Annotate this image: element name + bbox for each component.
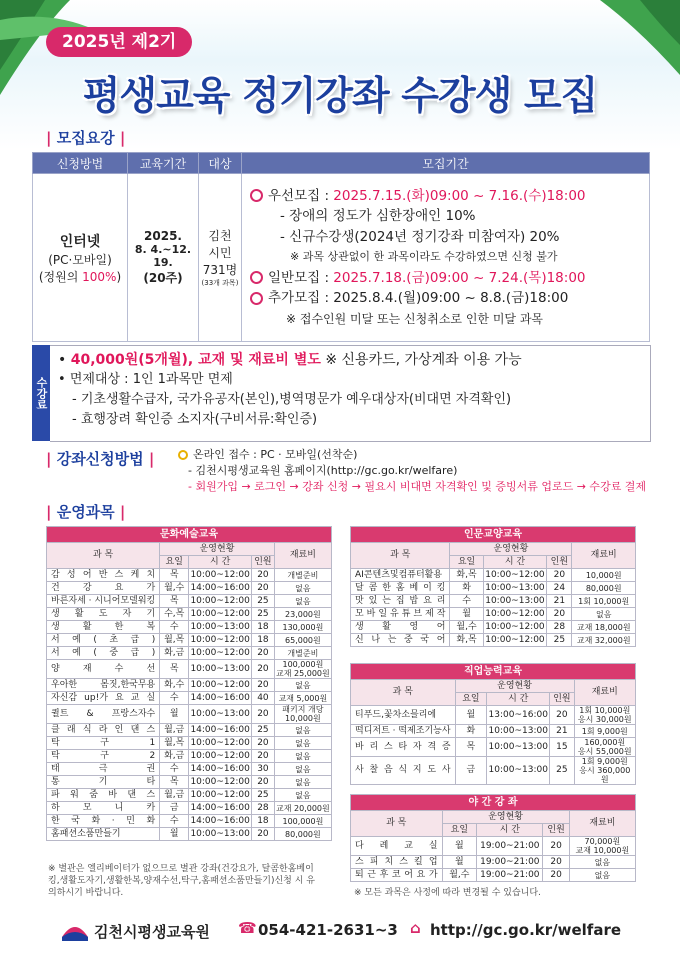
course-fee: 없음 [274, 776, 331, 789]
table-row [47, 815, 332, 828]
course-people: 30 [252, 763, 275, 776]
course-time: 10:00~12:00 [483, 569, 547, 582]
col-people: 인원 [550, 693, 574, 706]
table-row [351, 595, 636, 608]
table-row [47, 679, 332, 692]
course-people: 18 [252, 815, 275, 828]
org-name: 김천시평생교육원 [94, 923, 210, 941]
col-time: 시 간 [189, 556, 252, 569]
table-row [351, 608, 636, 621]
course-people: 28 [252, 802, 275, 815]
course-day: 수 [160, 692, 189, 705]
course-time: 10:00~12:00 [190, 679, 250, 690]
course-day: 목 [455, 738, 487, 757]
col-status: 운영현황 [455, 680, 574, 693]
course-day: 목 [160, 776, 189, 789]
course-fee: 160,000원 응시 55,000원 [574, 738, 635, 757]
phone-icon: ☎ [238, 919, 257, 937]
course-name: 맛 있 는 집 밥 요 리 [351, 595, 450, 608]
course-day: 화,금 [160, 647, 189, 660]
table-row [47, 569, 332, 582]
course-fee: 100,000원 [274, 815, 331, 828]
course-time: 14:00~16:00 [190, 724, 250, 735]
course-name: 한 국 화 · 민 화 [47, 815, 160, 828]
course-time: 10:00~13:00 [483, 595, 547, 608]
course-fee: 100,000원 교재 25,000원 [276, 660, 330, 678]
course-day: 월 [442, 856, 477, 869]
course-fee: 65,000원 [274, 634, 331, 647]
table-row [351, 582, 636, 595]
course-name: 자신감 up!가 요 교 실 [47, 692, 160, 705]
course-name: 스 피 치 스 킬 업 [351, 856, 443, 869]
table-row [351, 706, 636, 725]
course-fee: 130,000원 [274, 621, 331, 634]
home-icon: ⌂ [410, 919, 421, 937]
table-row [47, 763, 332, 776]
course-people: 40 [252, 692, 275, 705]
course-name: 통 기 타 [47, 776, 160, 789]
course-name: 티푸드,꽃차소믈리에 [351, 706, 456, 725]
course-day: 수 [160, 815, 189, 828]
table-humanities [350, 526, 636, 647]
website-link[interactable]: http://gc.go.kr/welfare [430, 921, 622, 939]
table-row [47, 595, 332, 608]
course-day: 화 [455, 725, 487, 738]
table-title: 문화예술교육 [47, 527, 332, 543]
course-fee: 개별준비 [274, 569, 331, 582]
table-title: 인문교양교육 [351, 527, 636, 543]
course-day: 수,목 [160, 608, 189, 621]
section-apply: | 강좌신청방법 | [46, 450, 155, 468]
course-time: 10:00~12:00 [190, 750, 250, 761]
col-fee: 재료비 [572, 543, 636, 569]
course-name: 달 콤 한 홈 베 이 킹 [351, 582, 450, 595]
org-logo-icon [60, 917, 90, 943]
course-day: 월,목 [160, 737, 189, 750]
course-people: 20 [252, 660, 275, 679]
course-name: 클 래 식 라 인 댄 스 [47, 724, 160, 737]
col-time: 시 간 [483, 556, 547, 569]
header-recruit: 모집기간 [242, 153, 650, 174]
course-people: 20 [252, 582, 275, 595]
course-name: 양 재 수 선 [47, 660, 160, 679]
section-courses: | 운영과목 | [46, 503, 126, 521]
course-name: 하 모 니 카 [47, 802, 160, 815]
course-people: 21 [547, 595, 572, 608]
course-people: 25 [252, 724, 275, 737]
phone-number: 054-421-2631~3 [258, 921, 398, 939]
course-day: 월,수 [450, 621, 483, 634]
bullet-icon [178, 450, 188, 460]
course-fee: 없음 [569, 856, 635, 869]
course-time: 10:00~13:00 [189, 705, 252, 724]
course-day: 화,금 [160, 750, 189, 763]
method-cell: 인터넷 (PC·모바일) (정원의 100%) [33, 174, 128, 342]
course-people: 25 [252, 608, 275, 621]
course-fee: 없음 [274, 724, 331, 737]
course-day: 월 [160, 705, 189, 724]
course-fee: 70,000원 교재 10,000원 [569, 837, 635, 856]
course-time: 13:00~16:00 [487, 706, 550, 725]
course-day: 화,목 [450, 634, 483, 647]
col-subject: 과 목 [351, 543, 450, 569]
col-day: 요일 [455, 693, 487, 706]
course-people: 18 [252, 634, 275, 647]
course-fee: 교재 5,000원 [274, 692, 331, 705]
col-people: 인원 [547, 556, 572, 569]
note-change: ※ 모든 과목은 사정에 따라 변경될 수 있습니다. [354, 888, 541, 898]
course-people: 20 [252, 828, 275, 841]
course-time: 10:00~12:00 [190, 789, 250, 800]
course-name: 다 례 교 실 [351, 837, 443, 856]
bullet-icon [250, 292, 263, 305]
col-people: 인원 [543, 824, 569, 837]
course-day: 목 [160, 569, 189, 582]
course-name: 모 바 일 유 튜 브 제 작 [351, 608, 450, 621]
course-day: 수 [160, 621, 189, 634]
course-day: 수 [160, 763, 189, 776]
course-fee: 1회 10,000원 응시 30,000원 [574, 706, 635, 725]
course-people: 20 [252, 750, 275, 763]
course-day: 목 [160, 595, 189, 608]
col-status: 운영현황 [450, 543, 572, 556]
course-time: 14:00~16:00 [190, 692, 250, 703]
course-fee: 없음 [274, 750, 331, 763]
course-people: 20 [252, 737, 275, 750]
table-row [47, 660, 332, 679]
bullet-icon [250, 189, 263, 202]
course-day: 목 [160, 660, 189, 679]
course-name: AI콘텐츠및컴퓨터활용 [351, 569, 450, 582]
course-time: 10:00~13:00 [190, 828, 250, 839]
course-name: 홈패션소품만들기 [47, 828, 160, 841]
course-people: 25 [547, 634, 572, 647]
course-people: 20 [252, 705, 275, 724]
table-row [351, 869, 636, 882]
course-name: 사 찰 음 식 지 도 사 [351, 757, 456, 785]
course-time: 14:00~16:00 [190, 815, 250, 826]
course-people: 20 [252, 776, 275, 789]
course-people: 20 [252, 569, 275, 582]
course-name: 감 성 어 반 스 케 치 [47, 569, 160, 582]
course-people: 25 [252, 789, 275, 802]
header-period: 교육기간 [128, 153, 199, 174]
course-fee: 23,000원 [274, 608, 331, 621]
course-people: 15 [550, 738, 574, 757]
course-people: 20 [543, 837, 569, 856]
course-name: 탁 구 1 [47, 737, 160, 750]
footer [0, 905, 680, 962]
page-title: 평생교육 정기강좌 수강생 모집 [82, 74, 598, 119]
course-day: 월,수 [160, 582, 189, 595]
course-day: 화,수 [160, 679, 189, 692]
course-fee: 교재 18,000원 [572, 621, 636, 634]
col-status: 운영현황 [442, 811, 569, 824]
note-annex: ※ 별관은 엘리베이터가 없으므로 별관 강좌(건강요가, 달콤한홈베이킹,생활도자기,생활한복,양재수선,탁구,홈패션소품만들기)신청 시 유의하시기 바랍니다. [48, 864, 315, 898]
course-day: 금 [455, 757, 487, 785]
table-row [47, 802, 332, 815]
course-name: 생 활 한 복 [47, 621, 160, 634]
table-row [47, 634, 332, 647]
course-day: 월 [455, 706, 487, 725]
col-subject: 과 목 [351, 811, 443, 837]
course-people: 20 [547, 608, 572, 621]
course-people: 20 [252, 647, 275, 660]
fee-text: • 40,000원(5개월), 교재 및 재료비 별도 ※ 신용카드, 가상계좌 이용 가능 • 면제대상 : 1인 1과목만 면제 - 기초생활수급자, 국가유공자(본인),병역명문가 예우대상자(비대면 자격확인) - 효행장려 확인증 소지자(구비서류:확인증) [58, 352, 522, 427]
course-name: 태 극 권 [47, 763, 160, 776]
course-people: 21 [550, 725, 574, 738]
course-time: 10:00~13:00 [483, 582, 547, 595]
course-time: 10:00~12:00 [190, 595, 250, 606]
course-people: 28 [547, 621, 572, 634]
course-people: 18 [252, 621, 275, 634]
col-day: 요일 [160, 556, 189, 569]
table-row [351, 621, 636, 634]
table-row [351, 757, 636, 785]
course-name: 우아한 몸짓,한국무용 [47, 679, 160, 692]
table-row [47, 737, 332, 750]
course-fee: 없음 [274, 763, 331, 776]
course-fee: 개별준비 [274, 647, 331, 660]
col-subject: 과 목 [47, 543, 160, 569]
target-cell: 김천 시민 731명 (33개 과목) [199, 174, 242, 342]
course-name: 바른자세 · 시니어모델워킹 [47, 595, 160, 608]
course-people: 20 [543, 869, 569, 882]
course-time: 14:00~16:00 [190, 802, 250, 813]
table-row [351, 837, 636, 856]
course-name: 서 예 ( 중 급 ) [47, 647, 160, 660]
course-time: 10:00~12:00 [483, 634, 547, 647]
course-people: 20 [547, 569, 572, 582]
course-day: 수 [450, 595, 483, 608]
course-time: 19:00~21:00 [477, 837, 543, 856]
course-name: 건 강 요 가 [47, 582, 160, 595]
course-time: 10:00~12:00 [190, 776, 250, 787]
course-fee: 없음 [274, 737, 331, 750]
course-people: 25 [252, 595, 275, 608]
col-people: 인원 [252, 556, 275, 569]
col-fee: 재료비 [569, 811, 635, 837]
course-fee: 교재 32,000원 [572, 634, 636, 647]
course-name: 바 리 스 타 자 격 증 [351, 738, 456, 757]
col-day: 요일 [442, 824, 477, 837]
course-time: 10:00~13:00 [488, 725, 548, 736]
course-time: 10:00~13:00 [487, 738, 550, 757]
table-row [47, 621, 332, 634]
course-day: 월 [160, 828, 189, 841]
course-fee: 1회 10,000원 [572, 595, 636, 608]
course-time: 10:00~12:00 [190, 608, 250, 619]
course-day: 월 [450, 608, 483, 621]
course-name: 파 워 줌 바 댄 스 [47, 789, 160, 802]
table-row [47, 647, 332, 660]
course-fee: 없음 [569, 869, 635, 882]
course-fee: 패키지 개당 10,000원 [274, 705, 331, 724]
col-time: 시 간 [477, 824, 543, 837]
course-fee: 없음 [274, 789, 331, 802]
table-row [47, 776, 332, 789]
table-row [47, 750, 332, 763]
course-name: 퇴 근 후 코 어 요 가 [351, 869, 443, 882]
course-time: 14:00~16:00 [190, 582, 250, 593]
apply-method: 온라인 접수 : PC · 모바일(선착순) - 김천시평생교육원 홈페이지(http://gc.go.kr/welfare) - 회원가입 → 로그인 → 강좌 신청 → 필요시 비대면 자격확인 및 증빙서류 업로드 → 수강료 결제 [178, 447, 646, 495]
course-time: 10:00~12:00 [190, 737, 250, 748]
course-name: 생 활 영 어 [351, 621, 450, 634]
course-time: 19:00~21:00 [477, 856, 543, 869]
course-day: 월,수 [442, 869, 477, 882]
section-summary: | 모집요강 | [46, 129, 126, 147]
table-row [47, 608, 332, 621]
table-title: 직업능력교육 [351, 664, 636, 680]
col-day: 요일 [450, 556, 483, 569]
table-row [351, 856, 636, 869]
course-day: 화 [450, 582, 483, 595]
course-time: 10:00~12:00 [190, 647, 250, 658]
course-fee: 80,000원 [572, 582, 636, 595]
course-people: 20 [543, 856, 569, 869]
course-time: 10:00~12:00 [190, 569, 250, 580]
course-name: 탁 구 2 [47, 750, 160, 763]
course-fee: 1회 9,000원 [574, 725, 635, 738]
course-name: 서 예 ( 초 급 ) [47, 634, 160, 647]
course-day: 월,금 [160, 724, 189, 737]
term-badge: 2025년 제2기 [46, 27, 192, 57]
course-time: 14:00~16:00 [190, 763, 250, 774]
course-name: 퀼트 & 프랑스자수 [47, 705, 160, 724]
course-fee: 없음 [274, 582, 331, 595]
table-row [47, 582, 332, 595]
course-time: 10:00~13:00 [487, 757, 550, 785]
table-row [47, 705, 332, 724]
table-row [47, 789, 332, 802]
col-fee: 재료비 [274, 543, 331, 569]
summary-table [32, 152, 650, 342]
table-row [351, 634, 636, 647]
course-fee: 80,000원 [274, 828, 331, 841]
course-people: 24 [547, 582, 572, 595]
course-name: 신 나 는 중 국 어 [351, 634, 450, 647]
table-title: 야 간 강 좌 [351, 795, 636, 811]
header-method: 신청방법 [33, 153, 128, 174]
col-fee: 재료비 [574, 680, 635, 706]
course-name: 떡디저트 · 떡제조기능사 [351, 725, 456, 738]
table-evening [350, 794, 636, 882]
course-day: 월,목 [160, 634, 189, 647]
course-day: 월,금 [160, 789, 189, 802]
course-fee: 없음 [572, 608, 636, 621]
course-people: 20 [252, 679, 275, 692]
table-culture [46, 526, 332, 841]
course-people: 20 [550, 706, 574, 725]
table-row [351, 738, 636, 757]
course-time: 10:00~13:00 [190, 621, 250, 632]
table-row [351, 569, 636, 582]
course-day: 금 [160, 802, 189, 815]
col-time: 시 간 [487, 693, 550, 706]
table-vocational [350, 663, 636, 785]
bullet-icon [250, 271, 263, 284]
table-row [351, 725, 636, 738]
course-time: 19:00~21:00 [477, 869, 543, 882]
course-time: 10:00~12:00 [483, 608, 547, 621]
col-subject: 과 목 [351, 680, 456, 706]
course-time: 10:00~13:00 [189, 660, 252, 679]
fee-label: 수강료 [32, 345, 50, 441]
course-name: 생 활 도 자 기 [47, 608, 160, 621]
course-fee: 1회 9,000원 응시 360,000원 [574, 757, 635, 785]
course-fee: 없음 [274, 679, 331, 692]
table-row [47, 724, 332, 737]
course-day: 화,목 [450, 569, 483, 582]
course-fee: 없음 [274, 595, 331, 608]
col-status: 운영현황 [160, 543, 275, 556]
recruit-schedule: 우선모집 : 2025.7.15.(화)09:00 ~ 7.16.(수)18:00 - 장애의 정도가 심한장애인 10% - 신규수강생(2024년 정기강좌 미참여자) 20% ※ 과목 상관없이 한 과목이라도 수강하였으면 신청 불가 일반모집 : 2025.7.18.(금)09:00 ~ 7.24.(목)18:00 추가모집 : 2025.8.4.(월)09:00 ~ 8.8.(금)18:00 ※ 접수인원 미달 또는 신청취소로 인한 미달 과목 [242, 174, 650, 342]
table-row [47, 828, 332, 841]
course-day: 월 [442, 837, 477, 856]
course-fee: 교재 20,000원 [276, 803, 330, 813]
course-fee: 10,000원 [572, 569, 636, 582]
course-time: 10:00~12:00 [190, 634, 250, 645]
course-time: 10:00~12:00 [483, 621, 547, 634]
header-target: 대상 [199, 153, 242, 174]
period-cell: 2025. 8. 4.~12. 19. (20주) [128, 174, 199, 342]
table-row [47, 692, 332, 705]
course-people: 25 [550, 757, 574, 785]
